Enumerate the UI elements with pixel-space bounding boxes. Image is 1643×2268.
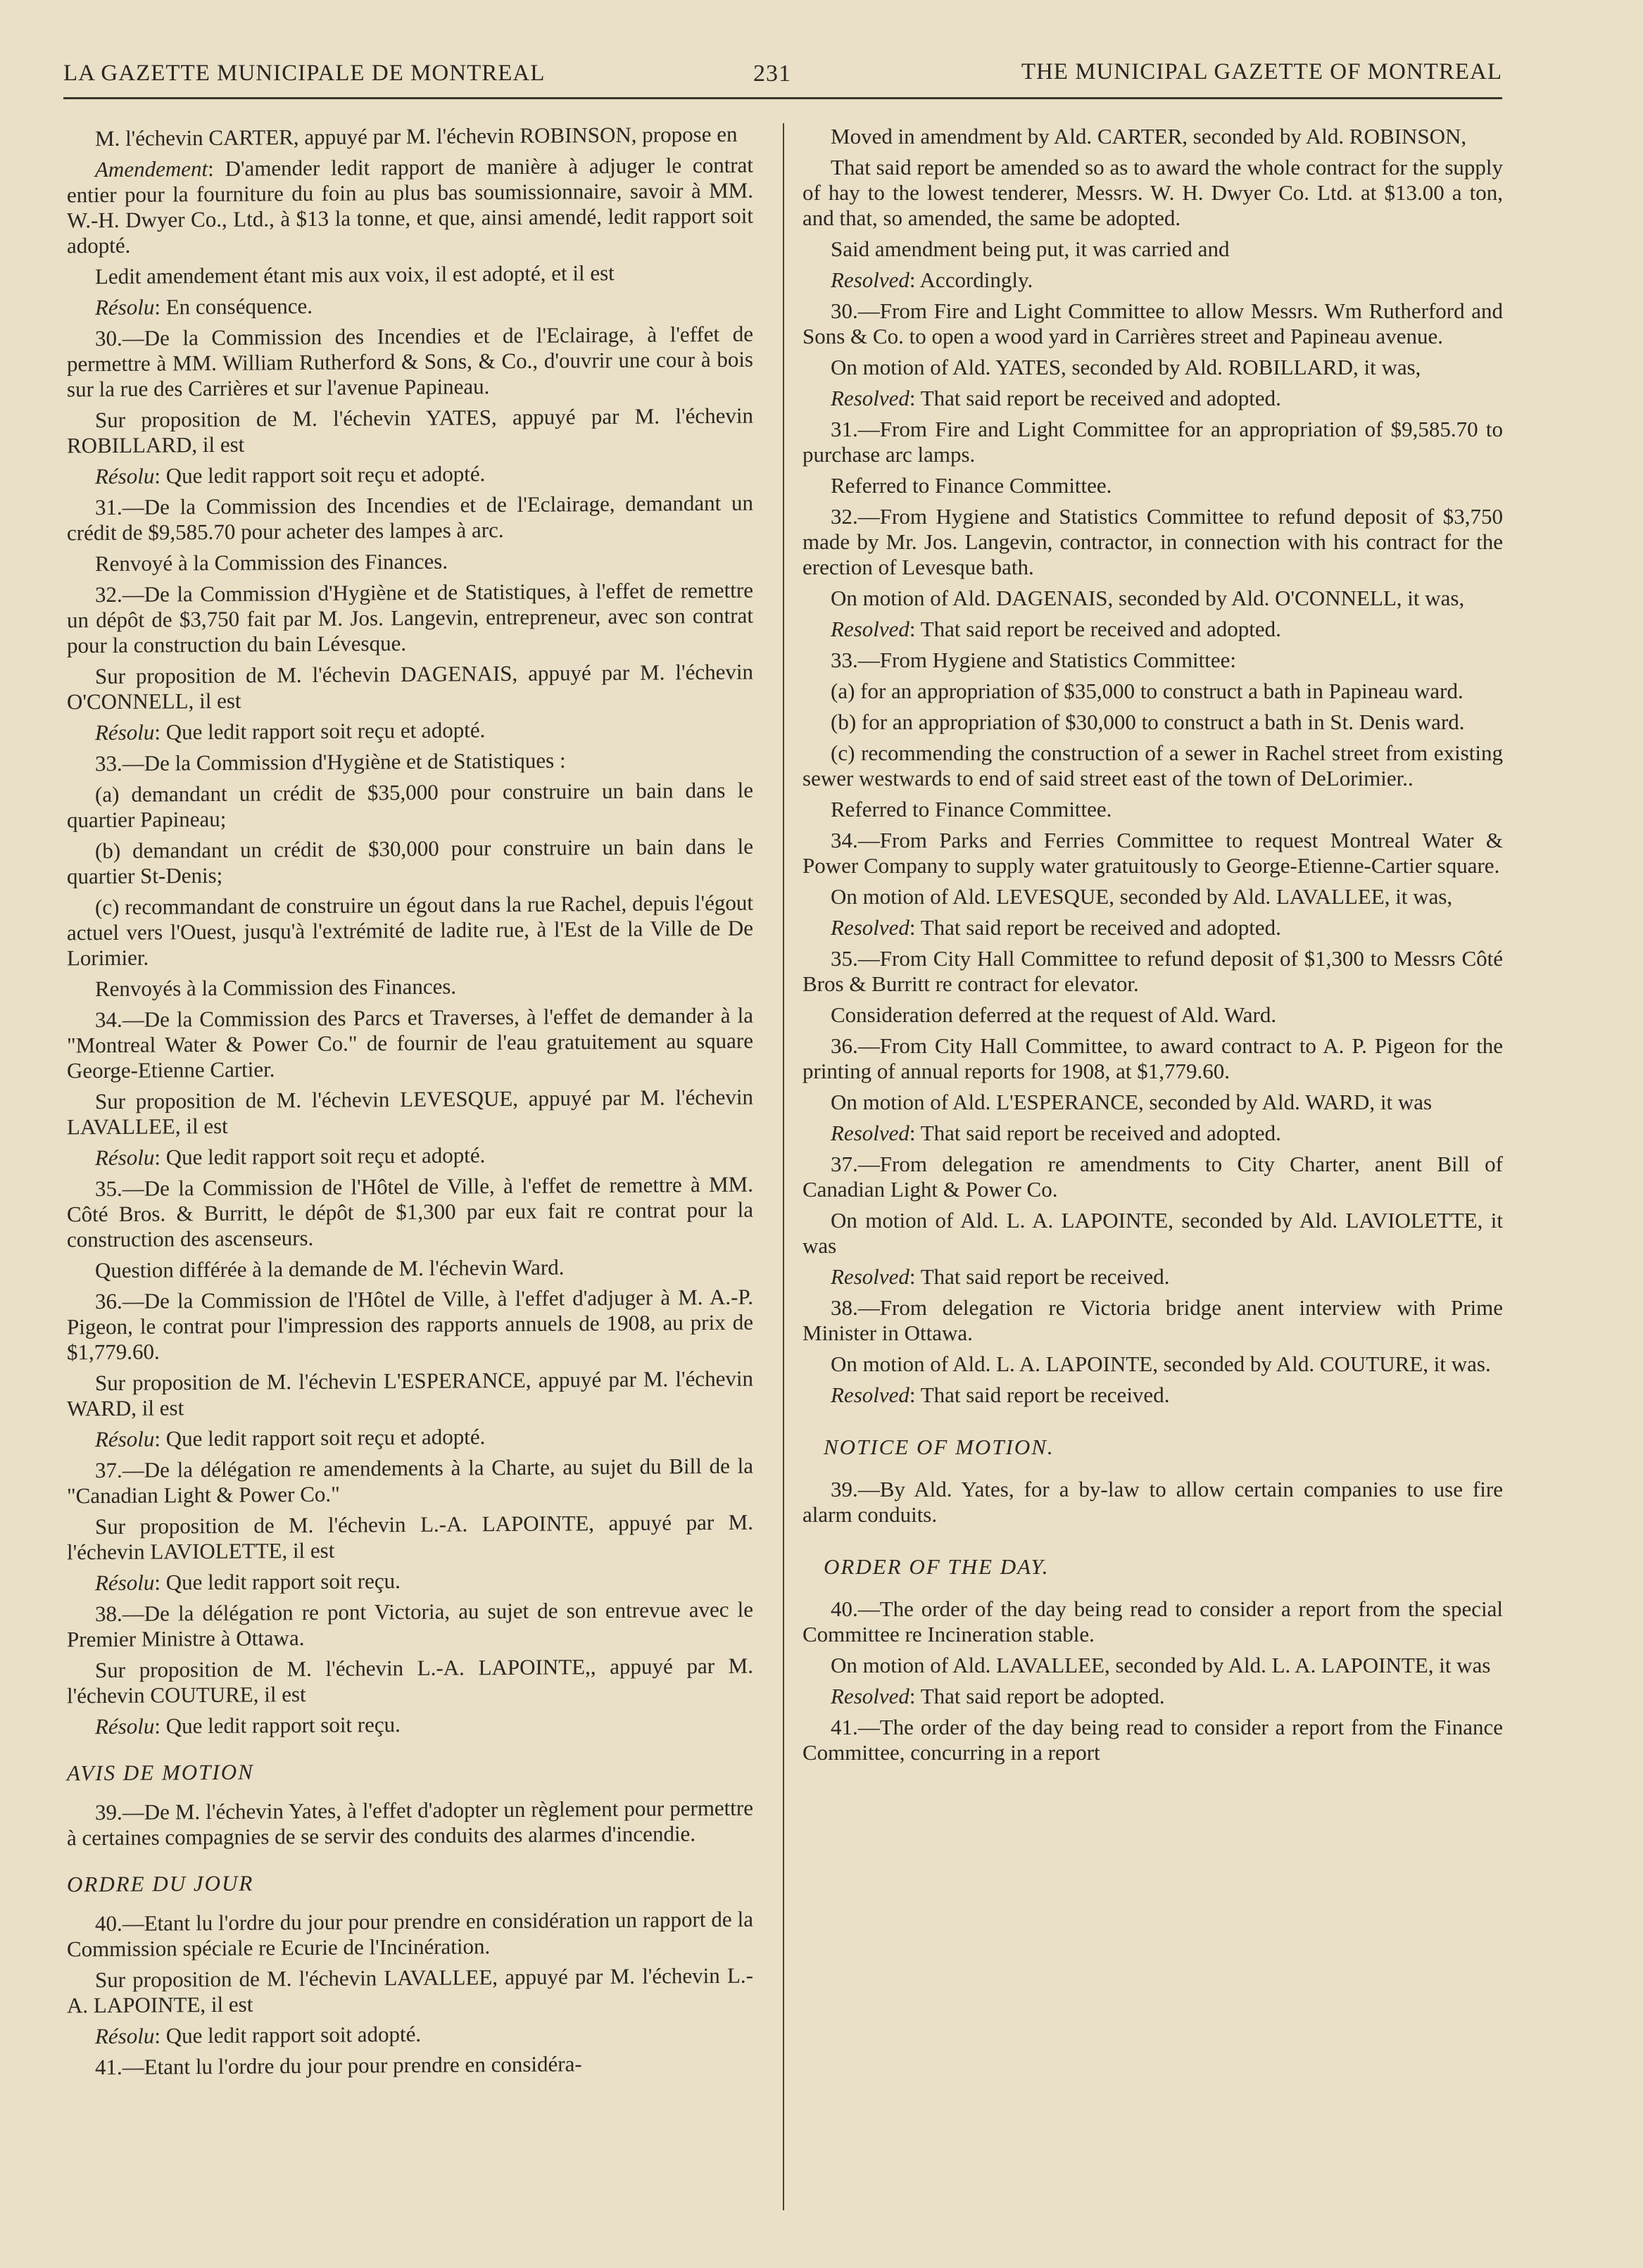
french-paragraph [67, 890, 753, 971]
english-paragraph [802, 1653, 1503, 1678]
english-paragraph-text: : That said report be adopted. [909, 1684, 1165, 1708]
french-paragraph [67, 1366, 753, 1422]
french-paragraph-text: Sur proposition de M. l'échevin LEVESQUE, appuyé par M. l'échevin LAVALLEE, il est [67, 1084, 753, 1140]
english-paragraph [802, 946, 1503, 997]
french-paragraph-text: (c) recommandant de construire un égout dans la rue Rachel, depuis l'égout actuel vers l'Ouest, jusqu'à l'extrémité de ladite rue, à l'Est de la Ville de De Lorimier. [67, 890, 753, 971]
french-paragraph-text: Renvoyés à la Commission des Finances. [95, 974, 457, 1002]
english-paragraph-text: On motion of Ald. DAGENAIS, seconded by Ald. O'CONNELL, it was, [831, 586, 1465, 610]
english-paragraph-text: 30.—From Fire and Light Committee to allow Messrs. Wm Rutherford and Sons & Co. to open a wood yard in Carrières street and Papineau avenue. [802, 298, 1503, 348]
french-paragraph [67, 1963, 753, 2019]
english-paragraph-text: : That said report be received. [909, 1382, 1170, 1407]
english-paragraph-text: That said report be amended so as to award the whole contract for the supply of hay to the lowest tenderer, Messrs. W. H. Dwyer Co. Ltd. at $13.00 a ton, and that, so amended, the same be adopted. [802, 155, 1503, 230]
french-paragraph-text: Renvoyé à la Commission des Finances. [95, 548, 448, 577]
english-section-heading: ORDER OF THE DAY. [824, 1554, 1050, 1579]
header-english-title: THE MUNICIPAL GAZETTE OF MONTREAL [1021, 59, 1502, 84]
french-paragraph [67, 491, 753, 546]
french-paragraph-text: 38.—De la délégation re pont Victoria, au sujet de son entrevue avec le Premier Ministre à Ottawa. [67, 1596, 753, 1652]
french-paragraph [67, 1710, 753, 1740]
english-paragraph [802, 155, 1503, 231]
english-paragraph [802, 1352, 1503, 1377]
french-paragraph [67, 1141, 753, 1171]
french-paragraph [67, 660, 753, 715]
french-paragraph [67, 1566, 753, 1596]
english-paragraph [802, 884, 1503, 909]
english-paragraph-text: 39.—By Ald. Yates, for a by-law to allow certain companies to use fire alarm conduits. [802, 1477, 1503, 1527]
french-paragraph [67, 260, 753, 290]
english-paragraph-text: 31.—From Fire and Light Committee for an appropriation of $9,585.70 to purchase arc lamps. [802, 417, 1503, 467]
french-paragraph-text: : Que ledit rapport soit reçu et adopté. [154, 1424, 486, 1451]
english-paragraph-text: 36.—From City Hall Committee, to award contract to A. P. Pigeon for the printing of annual reports for 1908, at $1,779.60. [802, 1033, 1503, 1083]
english-paragraph-text: Moved in amendment by Ald. CARTER, seconded by Ald. ROBINSON, [831, 124, 1467, 149]
french-resolution-lead: Résolu [95, 1426, 155, 1452]
english-paragraph [802, 1684, 1503, 1709]
english-paragraph-text: On motion of Ald. YATES, seconded by Ald. ROBILLARD, it was, [831, 355, 1421, 379]
french-paragraph [67, 778, 753, 833]
english-resolution-lead: Resolved [831, 386, 909, 410]
english-paragraph [802, 1152, 1503, 1202]
english-paragraph [802, 1264, 1503, 1290]
english-paragraph [802, 298, 1503, 349]
english-paragraph [802, 504, 1503, 580]
column-divider [783, 123, 784, 2210]
french-paragraph-text: : Que ledit rapport soit reçu et adopté. [154, 1142, 486, 1170]
french-paragraph [67, 122, 753, 152]
english-paragraph-text: On motion of Ald. L. A. LAPOINTE, seconded by Ald. LAVIOLETTE, it was [802, 1208, 1503, 1258]
french-paragraph [67, 1285, 753, 1366]
french-paragraph [67, 1172, 753, 1253]
french-paragraph [67, 747, 753, 777]
english-paragraph [802, 797, 1503, 822]
english-paragraph [802, 1033, 1503, 1084]
french-paragraph-text: Question différée à la demande de M. l'échevin Ward. [95, 1254, 565, 1283]
english-paragraph-text: 34.—From Parks and Ferries Committee to request Montreal Water & Power Company to supply water gratuitously to George-Etienne-Cartier square. [802, 828, 1503, 878]
french-resolution-lead: Amendement [95, 156, 208, 182]
english-section-heading: NOTICE OF MOTION. [824, 1435, 1055, 1459]
page-header [63, 55, 1502, 99]
french-paragraph-text: 36.—De la Commission de l'Hôtel de Ville, à l'effet d'adjuger à M. A.-P. Pigeon, le contrat pour l'impression des rapports annuels de 1908, au prix de $1,779.60. [67, 1284, 753, 1365]
french-resolution-lead: Résolu [95, 463, 155, 489]
french-paragraph-text: Sur proposition de M. l'échevin L.-A. LAPOINTE, appuyé par M. l'échevin LAVIOLETTE, il est [67, 1509, 753, 1565]
english-resolution-lead: Resolved [831, 1121, 909, 1145]
english-paragraph-text: On motion of Ald. L'ESPERANCE, seconded by Ald. WARD, it was [831, 1090, 1433, 1114]
french-paragraph [67, 460, 753, 490]
french-paragraph [67, 403, 753, 459]
french-paragraph [67, 1254, 753, 1284]
french-resolution-lead: Résolu [95, 1570, 155, 1596]
english-paragraph [802, 1002, 1503, 1028]
french-paragraph-text: M. l'échevin CARTER, appuyé par M. l'échevin ROBINSON, propose en [95, 121, 738, 151]
french-paragraph [67, 2050, 753, 2081]
english-paragraph [802, 828, 1503, 878]
french-paragraph [67, 547, 753, 577]
english-resolution-lead: Resolved [831, 617, 909, 641]
french-paragraph-text: (a) demandant un crédit de $35,000 pour construire un bain dans le quartier Papineau; [67, 777, 753, 833]
french-paragraph [67, 1907, 753, 1963]
french-paragraph-text: 35.—De la Commission de l'Hôtel de Ville, à l'effet de remettre à MM. Côté Bros. & Burritt, le dépôt de $1,300 par eux fait re contrat pour la construction des ascenseurs. [67, 1171, 753, 1252]
english-resolution-lead: Resolved [831, 1264, 909, 1289]
french-paragraph [67, 1653, 753, 1709]
page-number: 231 [753, 61, 791, 87]
french-paragraph [67, 153, 753, 259]
french-paragraph-text: Sur proposition de M. l'échevin DAGENAIS, appuyé par M. l'échevin O'CONNELL, il est [67, 659, 753, 714]
french-paragraph-text: 30.—De la Commission des Incendies et de l'Eclairage, à l'effet de permettre à MM. William Rutherford & Sons, & Co., d'ouvrir une cour à bois sur la rue des Carrières et sur l'avenue Papineau. [67, 321, 753, 402]
english-paragraph [802, 1090, 1503, 1115]
english-paragraph-text: 40.—The order of the day being read to consider a report from the special Committee re Incineration stable. [802, 1596, 1503, 1646]
english-paragraph-text: Consideration deferred at the request of Ald. Ward. [831, 1002, 1277, 1027]
french-paragraph [67, 834, 753, 890]
english-resolution-lead: Resolved [831, 1382, 909, 1407]
french-paragraph-text: Sur proposition de M. l'échevin L.-A. LAPOINTE,, appuyé par M. l'échevin COUTURE, il est [67, 1653, 753, 1708]
french-paragraph [67, 716, 753, 746]
english-resolution-lead: Resolved [831, 1684, 909, 1708]
french-paragraph [67, 1510, 753, 1565]
english-paragraph-text: : That said report be received and adopted. [909, 1121, 1281, 1145]
french-paragraph-text: Sur proposition de M. l'échevin LAVALLEE, appuyé par M. l'échevin L.-A. LAPOINTE, il est [67, 1963, 753, 2018]
english-paragraph-text: : That said report be received and adopted. [909, 617, 1281, 641]
english-paragraph-text: (b) for an appropriation of $30,000 to construct a bath in St. Denis ward. [831, 710, 1465, 734]
french-paragraph [67, 1796, 753, 1851]
english-paragraph-text: 37.—From delegation re amendments to City Charter, anent Bill of Canadian Light & Power Co. [802, 1152, 1503, 1202]
english-paragraph-text: 33.—From Hygiene and Statistics Committee: [831, 648, 1237, 672]
english-paragraph [802, 237, 1503, 262]
french-paragraph-text: 33.—De la Commission d'Hygiène et de Statistiques : [95, 748, 566, 776]
english-paragraph-text: 38.—From delegation re Victoria bridge anent interview with Prime Minister in Ottawa. [802, 1295, 1503, 1345]
english-paragraph [802, 915, 1503, 940]
french-column [67, 122, 753, 2086]
english-paragraph [802, 1295, 1503, 1346]
french-paragraph [67, 972, 753, 1002]
english-paragraph-text: : That said report be received. [909, 1264, 1170, 1289]
english-paragraph-text: (a) for an appropriation of $35,000 to construct a bath in Papineau ward. [831, 679, 1463, 703]
french-paragraph-text: 31.—De la Commission des Incendies et de l'Eclairage, demandant un crédit de $9,585.70 pour acheter des lampes à arc. [67, 490, 753, 546]
french-paragraph-text: 40.—Etant lu l'ordre du jour pour prendre en considération un rapport de la Commission spéciale re Ecurie de l'Incinération. [67, 1906, 753, 1962]
english-paragraph [802, 124, 1503, 149]
french-resolution-lead: Résolu [95, 2023, 155, 2049]
french-section-heading: AVIS DE MOTION [67, 1759, 254, 1786]
english-column [802, 124, 1503, 1771]
english-paragraph [802, 648, 1503, 673]
english-paragraph-text: : That said report be received and adopted. [909, 915, 1281, 940]
english-paragraph-text: On motion of Ald. L. A. LAPOINTE, seconded by Ald. COUTURE, it was. [831, 1352, 1491, 1376]
french-resolution-lead: Résolu [95, 294, 155, 320]
english-resolution-lead: Resolved [831, 915, 909, 940]
english-paragraph [802, 1715, 1503, 1765]
english-paragraph [802, 1382, 1503, 1408]
english-paragraph [802, 586, 1503, 611]
english-paragraph-text: : Accordingly. [909, 267, 1033, 292]
french-paragraph-text: 39.—De M. l'échevin Yates, à l'effet d'adopter un règlement pour permettre à certaines compagnies de se servir des conduits des alarmes d'incendie. [67, 1795, 753, 1851]
french-paragraph-text: : Que ledit rapport soit adopté. [154, 2021, 422, 2048]
french-paragraph [67, 1003, 753, 1084]
english-paragraph [802, 386, 1503, 411]
french-paragraph [67, 578, 753, 659]
french-section-heading: ORDRE DU JOUR [67, 1870, 254, 1897]
french-paragraph-text: : Que ledit rapport soit reçu et adopté. [154, 461, 486, 489]
english-paragraph [802, 1477, 1503, 1527]
english-paragraph [802, 355, 1503, 380]
english-paragraph [802, 710, 1503, 735]
french-paragraph-text: Sur proposition de M. l'échevin L'ESPERANCE, appuyé par M. l'échevin WARD, il est [67, 1366, 753, 1421]
french-paragraph [67, 2020, 753, 2050]
french-paragraph-text: Ledit amendement étant mis aux voix, il est adopté, et il est [95, 260, 615, 289]
french-paragraph [67, 1085, 753, 1140]
english-paragraph-text: 41.—The order of the day being read to consider a report from the Finance Committee, concurring in a report [802, 1715, 1503, 1765]
french-paragraph-text: : Que ledit rapport soit reçu. [154, 1568, 401, 1595]
english-paragraph-text: On motion of Ald. LAVALLEE, seconded by Ald. L. A. LAPOINTE, it was [831, 1653, 1491, 1677]
french-paragraph-text: 32.—De la Commission d'Hygiène et de Statistiques, à l'effet de remettre un dépôt de $3,750 fait par M. Jos. Langevin, entrepreneur, avec son contrat pour la construction du bain Lévesque. [67, 577, 753, 658]
english-paragraph [802, 473, 1503, 498]
header-french-title: LA GAZETTE MUNICIPALE DE MONTREAL [63, 61, 546, 86]
english-resolution-lead: Resolved [831, 267, 909, 292]
english-paragraph-text: 35.—From City Hall Committee to refund deposit of $1,300 to Messrs Côté Bros & Burritt re contract for elevator. [802, 946, 1503, 996]
english-paragraph-text: 32.—From Hygiene and Statistics Committee to refund deposit of $3,750 made by Mr. Jos. Langevin, contractor, in connection with his contract for the erection of Levesque bath. [802, 504, 1503, 579]
french-paragraph [67, 291, 753, 321]
english-paragraph-text: On motion of Ald. LEVESQUE, seconded by Ald. LAVALLEE, it was, [831, 884, 1453, 909]
english-paragraph [802, 679, 1503, 704]
french-paragraph-text: : D'amender ledit rapport de manière à adjuger le contrat entier pour la fourniture du foin au plus bas soumissionnaire, savoir à MM. W.-H. Dwyer Co., Ltd., à $13 la tonne, et que, ainsi amendé, ledit rapport soit adopté. [67, 152, 753, 258]
french-paragraph-text: : Que ledit rapport soit reçu et adopté. [154, 717, 486, 745]
french-paragraph [67, 1454, 753, 1509]
french-paragraph-text: (b) demandant un crédit de $30,000 pour construire un bain dans le quartier St-Denis; [67, 833, 753, 889]
french-paragraph [67, 1597, 753, 1653]
english-paragraph [802, 617, 1503, 642]
english-paragraph [802, 267, 1503, 293]
english-paragraph [802, 741, 1503, 791]
english-paragraph [802, 417, 1503, 467]
french-paragraph [67, 1423, 753, 1453]
french-resolution-lead: Résolu [95, 1713, 155, 1739]
french-resolution-lead: Résolu [95, 1145, 155, 1171]
english-paragraph [802, 1596, 1503, 1647]
english-paragraph [802, 1121, 1503, 1146]
english-paragraph-text: Said amendment being put, it was carried and [831, 237, 1230, 261]
french-paragraph-text: 34.—De la Commission des Parcs et Traverses, à l'effet de demander à la "Montreal Water & Power Co." de fournir de l'eau gratuitement au square George-Etienne Cartier. [67, 1002, 753, 1083]
english-paragraph-text: : That said report be received and adopted. [909, 386, 1281, 410]
french-resolution-lead: Résolu [95, 719, 155, 745]
french-paragraph [67, 322, 753, 403]
french-paragraph-text: Sur proposition de M. l'échevin YATES, appuyé par M. l'échevin ROBILLARD, il est [67, 403, 753, 458]
english-paragraph [802, 1208, 1503, 1259]
french-paragraph-text: 37.—De la délégation re amendements à la Charte, au sujet du Bill de la "Canadian Light & Power Co." [67, 1453, 753, 1508]
english-paragraph-text: Referred to Finance Committee. [831, 473, 1112, 498]
french-paragraph-text: : En conséquence. [154, 293, 313, 320]
french-paragraph-text: 41.—Etant lu l'ordre du jour pour prendre en considéra- [95, 2051, 582, 2080]
english-paragraph-text: (c) recommending the construction of a sewer in Rachel street from existing sewer westwards to end of said street east of the town of DeLorimier.. [802, 741, 1503, 790]
english-paragraph-text: Referred to Finance Committee. [831, 797, 1112, 821]
french-paragraph-text: : Que ledit rapport soit reçu. [154, 1712, 401, 1739]
